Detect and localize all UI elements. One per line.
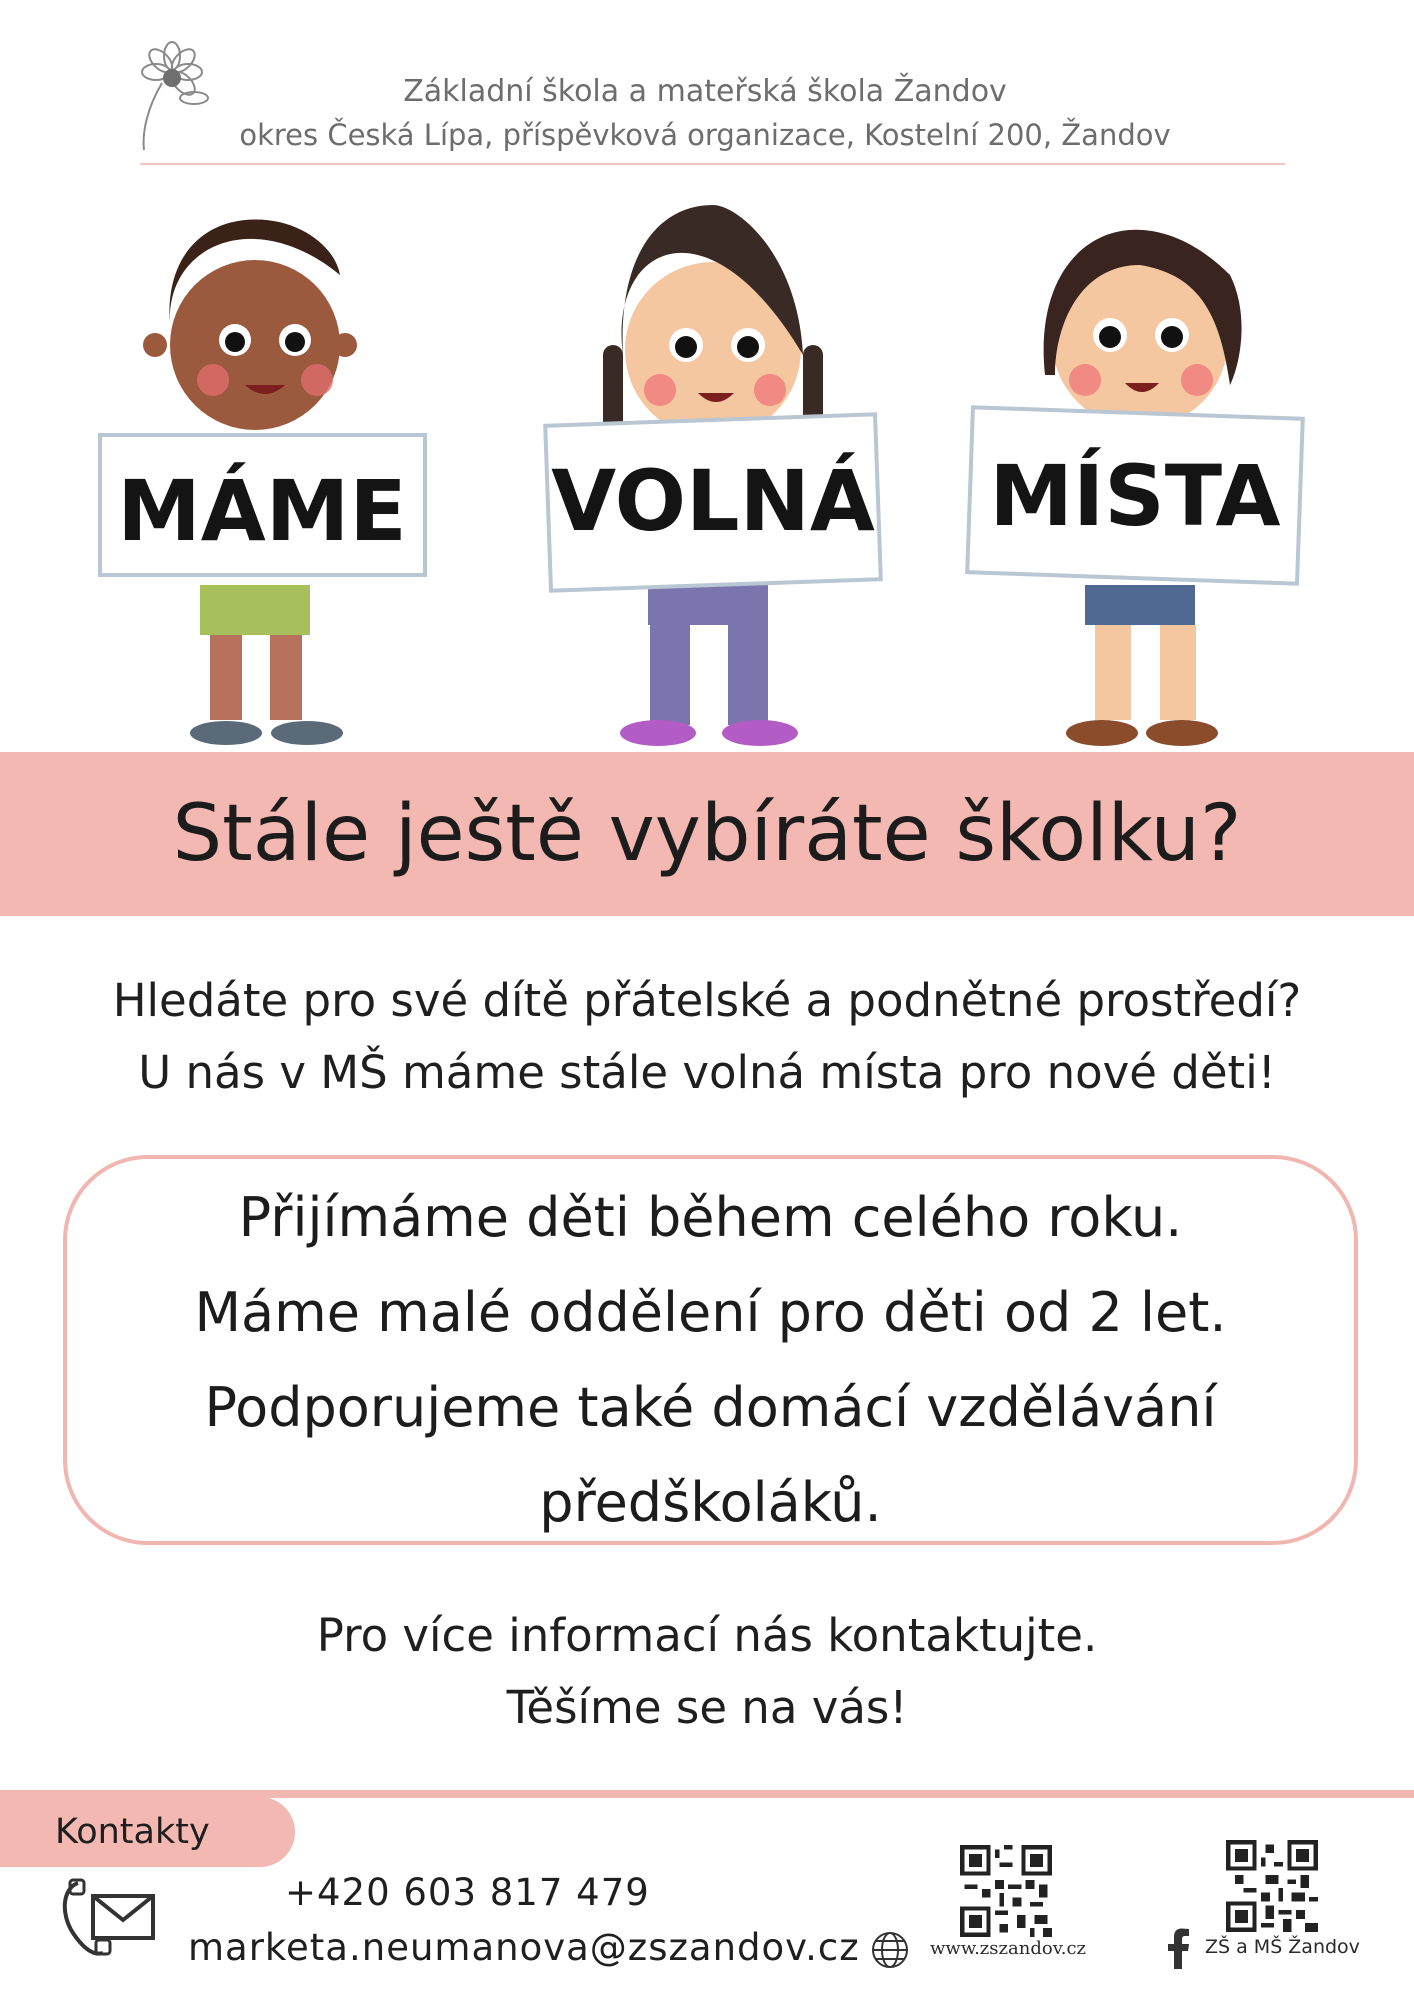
offer-line-1: Přijímáme děti během celého roku. bbox=[238, 1186, 1183, 1249]
school-address: okres Česká Lípa, příspěvková organizace, Kostelní 200, Žandov bbox=[239, 118, 1171, 152]
globe-icon bbox=[870, 1930, 910, 1970]
qr-code-icon[interactable] bbox=[960, 1845, 1052, 1937]
qr-code-icon[interactable] bbox=[1226, 1840, 1318, 1932]
sign-text-2: VOLNÁ bbox=[551, 452, 875, 550]
cta-line-1: Pro více informací nás kontaktujte. bbox=[316, 1609, 1098, 1662]
offer-line-3: Podporujeme také domácí vzdělávání bbox=[204, 1376, 1217, 1439]
cta-line-2: Těšíme se na vás! bbox=[506, 1681, 908, 1734]
contacts-label: Kontakty bbox=[55, 1812, 210, 1852]
facebook-icon[interactable] bbox=[1163, 1925, 1193, 1969]
phone-number[interactable]: +420 603 817 479 bbox=[285, 1871, 650, 1914]
banner-title: Stále ještě vybíráte školku? bbox=[172, 789, 1242, 879]
lead-line-2: U nás v MŠ máme stále volná místa pro nové děti! bbox=[138, 1046, 1276, 1099]
header-divider bbox=[140, 163, 1285, 165]
offer-line-4: předškoláků. bbox=[539, 1471, 882, 1534]
sign-text-1: MÁME bbox=[117, 462, 407, 560]
kid-girl-illustration bbox=[538, 185, 888, 755]
kid-girl-short-hair-illustration bbox=[960, 185, 1320, 755]
school-name: Základní škola a mateřská škola Žandov bbox=[403, 74, 1007, 109]
sign-text-3: MÍSTA bbox=[989, 447, 1281, 545]
email-address[interactable]: marketa.neumanova@zszandov.cz bbox=[188, 1926, 860, 1969]
lead-line-1: Hledáte pro své dítě přátelské a podnětné prostředí? bbox=[112, 974, 1302, 1027]
kid-boy-illustration bbox=[95, 185, 435, 755]
website-label[interactable]: www.zszandov.cz bbox=[930, 1938, 1087, 1959]
facebook-label[interactable]: ZŠ a MŠ Žandov bbox=[1205, 1936, 1360, 1958]
offer-line-2: Máme malé oddělení pro děti od 2 let. bbox=[194, 1281, 1227, 1344]
phone-mail-icon bbox=[58, 1878, 158, 1958]
